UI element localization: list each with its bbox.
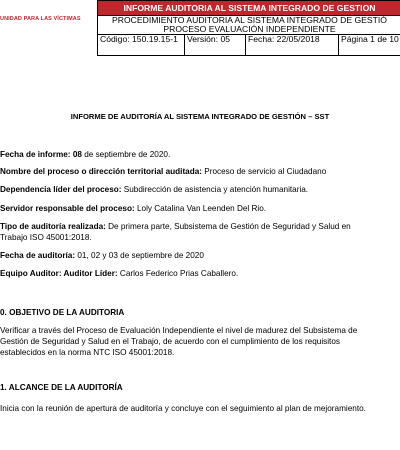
section-objective-line2: Gestión de Seguridad y Salud en el Trabajo, de acuerdo con el cumplimiento de los requisitos	[0, 337, 340, 346]
page-title: INFORME DE AUDITORÍA AL SISTEMA INTEGRADO DE GESTIÓN – SST	[70, 112, 330, 121]
header-procedure-line2: PROCESO EVALUACIÓN INDEPENDIENTE	[163, 24, 336, 34]
header-date: Fecha: 22/05/2018	[246, 35, 339, 56]
dependency-label: Dependencia líder del proceso:	[0, 185, 122, 194]
audit-type-label: Tipo de auditoría realizada:	[0, 222, 106, 231]
team-value: Carlos Federico Prias Caballero.	[117, 269, 239, 278]
section-objective-title: 0. OBJETIVO DE LA AUDITORIA	[0, 308, 125, 317]
header-version: Versión: 05	[185, 35, 246, 56]
audit-type-continuation: Trabajo ISO 45001:2018.	[0, 233, 92, 242]
process-field	[0, 167, 326, 176]
audit-date-label: Fecha de auditoría:	[0, 251, 76, 260]
logo-text: UNIDAD PARA LAS VÍCTIMAS	[0, 16, 81, 22]
dependency-field	[0, 185, 308, 194]
process-label: Nombre del proceso o dirección territorial auditada:	[0, 167, 203, 176]
section-scope-text: Inicia con la reunión de apertura de auditoría y concluye con el seguimiento al plan de mejoramiento.	[0, 404, 366, 413]
section-objective-line1: Verificar a través del Proceso de Evaluación Independiente el nivel de madurez del Subsistema de	[0, 326, 358, 335]
responsible-label: Servidor responsable del proceso:	[0, 204, 135, 213]
responsible-field	[0, 204, 266, 213]
logo	[0, 0, 96, 35]
audit-date-field	[0, 251, 204, 260]
section-objective-line3: establecidos en la norma NTC ISO 45001:2018.	[0, 348, 175, 357]
dependency-value: Subdirección de asistencia y atención humanitaria.	[121, 185, 309, 194]
header-procedure-line1: PROCEDIMIENTO AUDITORIA AL SISTEMA INTEGRADO DE GESTIÓ	[112, 15, 387, 25]
audit-type-field	[0, 222, 351, 231]
audit-type-value: De primera parte, Subsistema de Gestión de Seguridad y Salud en	[105, 222, 351, 231]
document-header	[97, 0, 400, 56]
team-field	[0, 269, 238, 278]
header-code: Código: 150.19.15-1	[98, 35, 185, 56]
header-page: Página 1 de 10	[339, 35, 400, 56]
report-date-field	[0, 150, 170, 159]
responsible-value: Loly Catalina Van Leenden Del Rio.	[134, 204, 267, 213]
header-title: INFORME AUDITORIA AL SISTEMA INTEGRADO DE GESTION	[98, 1, 400, 16]
audit-date-value: 01, 02 y 03 de septiembre de 2020	[75, 251, 204, 260]
header-procedure	[98, 16, 400, 35]
report-date-rest: de septiembre de 2020.	[81, 150, 171, 159]
report-date-label: Fecha de informe:	[0, 150, 71, 159]
report-date-day: 08	[72, 150, 82, 159]
team-label: Equipo Auditor: Auditor Líder:	[0, 269, 118, 278]
section-scope-title: 1. ALCANCE DE LA AUDITORÍA	[0, 383, 123, 392]
process-value: Proceso de servicio al Ciudadano	[202, 167, 327, 176]
